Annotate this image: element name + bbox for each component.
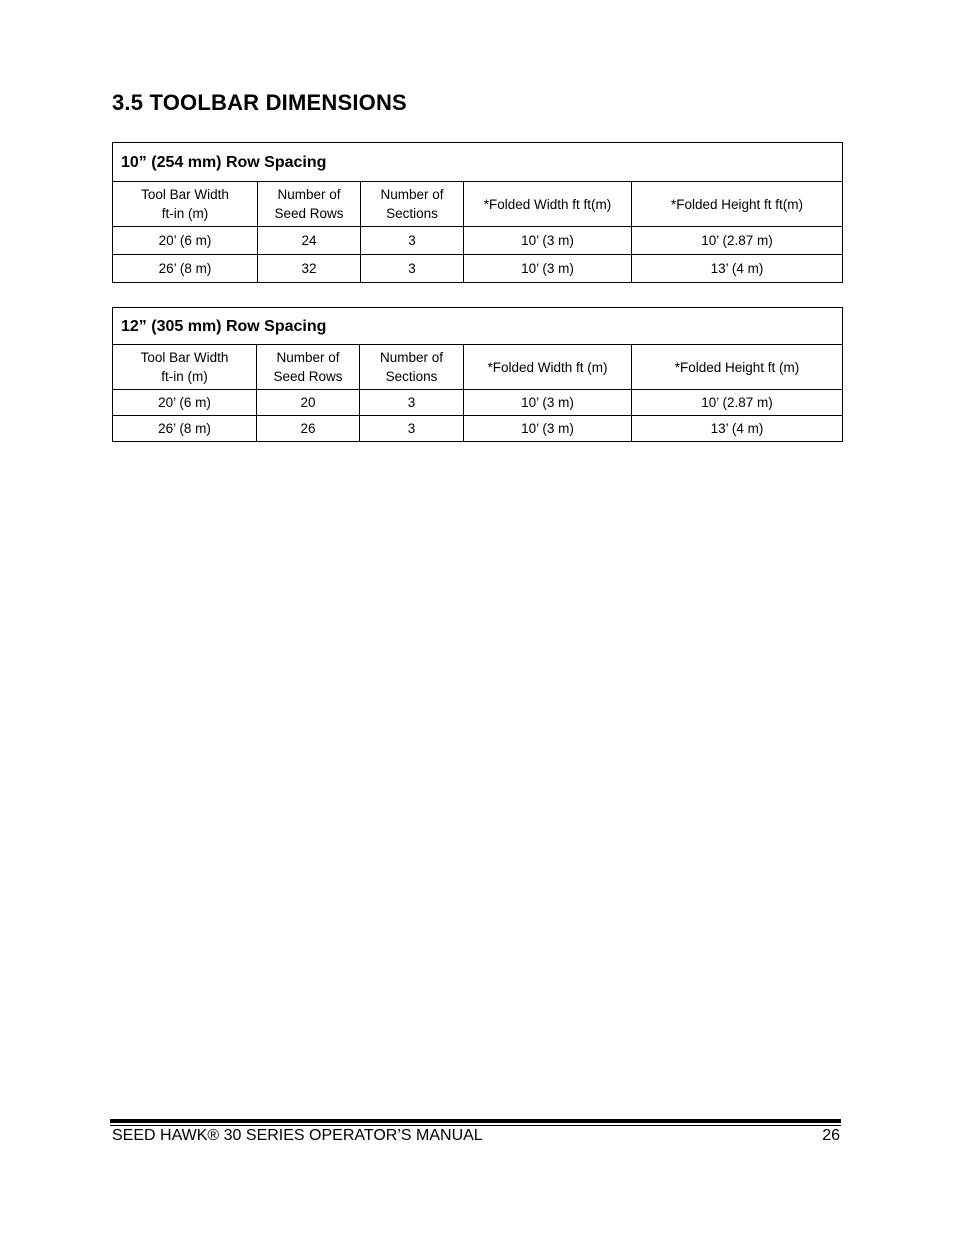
column-header-folded-width: *Folded Width ft (m) — [464, 345, 632, 390]
cell-toolbar-width: 26’ (8 m) — [113, 255, 258, 283]
cell-folded-height: 10’ (2.87 m) — [632, 390, 843, 416]
row-spacing-10in-table — [112, 142, 843, 283]
row-spacing-12in-table — [112, 307, 843, 442]
column-header-sections: Number of Sections — [360, 345, 464, 390]
table-header-row — [113, 182, 843, 227]
table-row — [113, 255, 843, 283]
column-header-toolbar-width: Tool Bar Width ft-in (m) — [113, 345, 257, 390]
column-header-seed-rows: Number of Seed Rows — [258, 182, 361, 227]
cell-folded-width: 10’ (3 m) — [464, 390, 632, 416]
column-header-toolbar-width: Tool Bar Width ft-in (m) — [113, 182, 258, 227]
cell-seed-rows: 20 — [257, 390, 360, 416]
cell-sections: 3 — [360, 390, 464, 416]
cell-seed-rows: 24 — [258, 227, 361, 255]
cell-sections: 3 — [361, 255, 464, 283]
cell-folded-width: 10’ (3 m) — [464, 255, 632, 283]
column-header-folded-height: *Folded Height ft ft(m) — [632, 182, 843, 227]
table-caption: 12” (305 mm) Row Spacing — [113, 308, 843, 345]
cell-folded-height: 10’ (2.87 m) — [632, 227, 843, 255]
table-row — [113, 416, 843, 442]
cell-toolbar-width: 26’ (8 m) — [113, 416, 257, 442]
table-header-row — [113, 345, 843, 390]
column-header-sections: Number of Sections — [361, 182, 464, 227]
table-caption: 10” (254 mm) Row Spacing — [113, 143, 843, 182]
column-header-folded-width: *Folded Width ft ft(m) — [464, 182, 632, 227]
page-number: 26 — [822, 1127, 840, 1144]
cell-folded-width: 10’ (3 m) — [464, 416, 632, 442]
column-header-seed-rows: Number of Seed Rows — [257, 345, 360, 390]
cell-seed-rows: 26 — [257, 416, 360, 442]
cell-sections: 3 — [361, 227, 464, 255]
cell-toolbar-width: 20’ (6 m) — [113, 390, 257, 416]
column-header-folded-height: *Folded Height ft (m) — [632, 345, 843, 390]
cell-folded-height: 13’ (4 m) — [632, 255, 843, 283]
cell-folded-height: 13’ (4 m) — [632, 416, 843, 442]
cell-toolbar-width: 20’ (6 m) — [113, 227, 258, 255]
table-row — [113, 390, 843, 416]
cell-sections: 3 — [360, 416, 464, 442]
table-row — [113, 227, 843, 255]
footer-manual-title: SEED HAWK® 30 SERIES OPERATOR’S MANUAL — [112, 1127, 483, 1144]
section-title: 3.5 TOOLBAR DIMENSIONS — [112, 90, 407, 115]
cell-seed-rows: 32 — [258, 255, 361, 283]
cell-folded-width: 10’ (3 m) — [464, 227, 632, 255]
footer-divider — [110, 1119, 841, 1126]
